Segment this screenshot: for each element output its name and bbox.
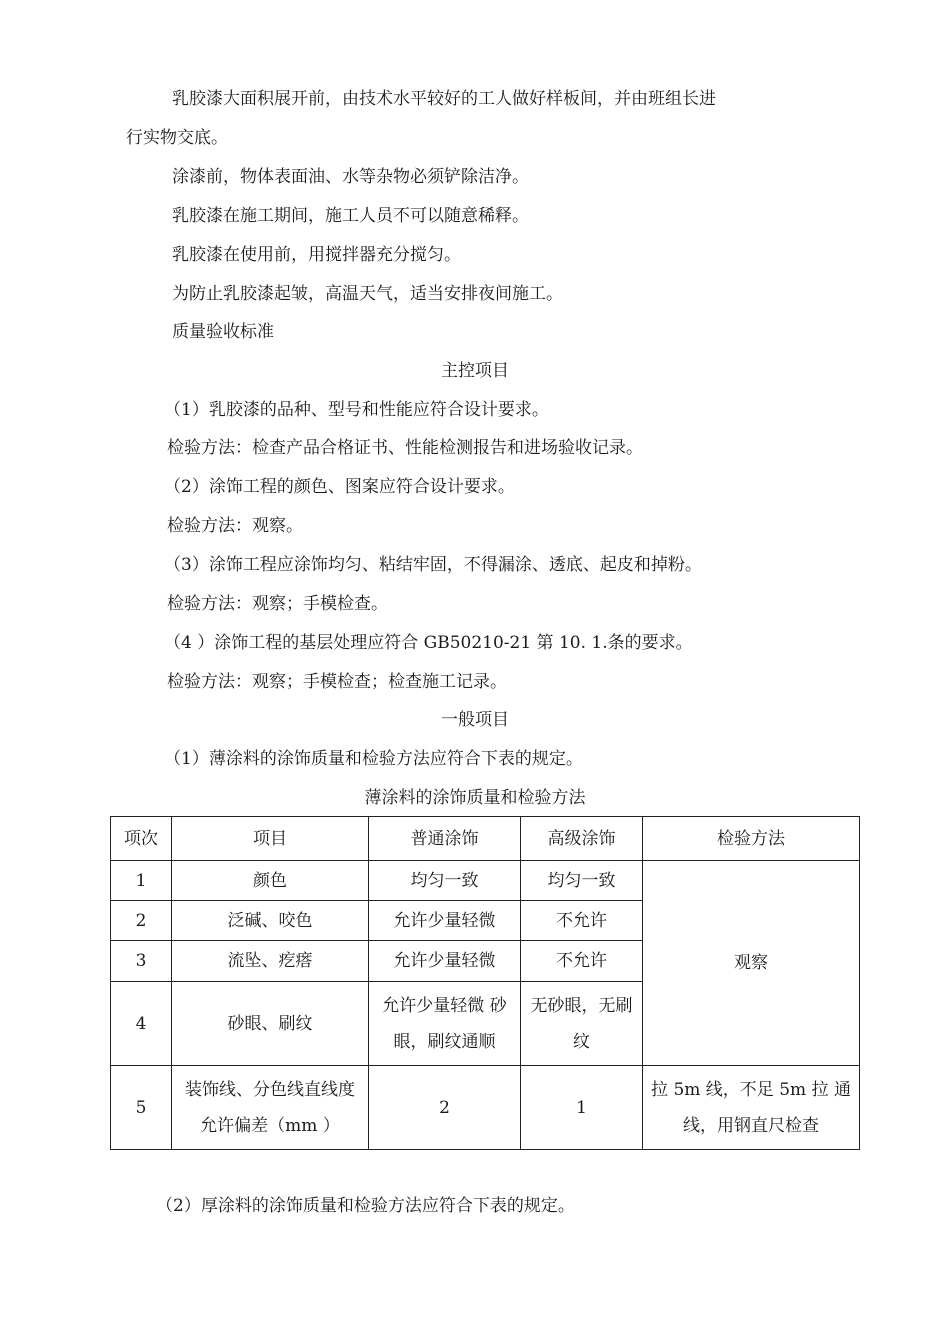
general-item-1: （1）薄涂料的涂饰质量和检验方法应符合下表的规定。 xyxy=(164,749,583,769)
table-cell: 砂眼、刷纹 xyxy=(172,982,369,1066)
table-cell: 不允许 xyxy=(521,901,643,941)
main-control-method-4: 检验方法：观察；手模检查；检查施工记录。 xyxy=(167,672,507,692)
main-control-method-3: 检验方法：观察；手模检查。 xyxy=(167,594,388,614)
table-cell: 3 xyxy=(111,941,172,982)
table-row xyxy=(111,1066,860,1150)
table-cell: 1 xyxy=(111,861,172,901)
header-cell: 检验方法 xyxy=(643,817,860,861)
table-cell: 装饰线、分色线直线度允许偏差（mm ） xyxy=(172,1066,369,1150)
paragraph-5: 为防止乳胶漆起皱，高温天气，适当安排夜间施工。 xyxy=(172,284,563,304)
table-cell: 泛碱、咬色 xyxy=(172,901,369,941)
general-heading: 一般项目 xyxy=(441,710,509,730)
main-control-item-2: （2）涂饰工程的颜色、图案应符合设计要求。 xyxy=(164,477,515,497)
general-item-2: （2）厚涂料的涂饰质量和检验方法应符合下表的规定。 xyxy=(156,1196,575,1216)
main-control-method-2: 检验方法：观察。 xyxy=(167,516,303,536)
table-cell: 均匀一致 xyxy=(521,861,643,901)
table-cell: 2 xyxy=(111,901,172,941)
table-cell: 5 xyxy=(111,1066,172,1150)
table-cell: 无砂眼，无刷纹 xyxy=(521,982,643,1066)
header-cell: 高级涂饰 xyxy=(521,817,643,861)
table-cell: 颜色 xyxy=(172,861,369,901)
main-control-item-4: （4 ）涂饰工程的基层处理应符合 GB50210-21 第 10. 1.条的要求。 xyxy=(164,633,693,653)
main-control-item-1: （1）乳胶漆的品种、型号和性能应符合设计要求。 xyxy=(164,400,549,420)
table-cell: 2 xyxy=(369,1066,521,1150)
table-cell: 不允许 xyxy=(521,941,643,982)
table-cell: 拉 5m 线，不足 5m 拉 通线，用钢直尺检查 xyxy=(643,1066,860,1150)
main-control-heading: 主控项目 xyxy=(441,361,509,381)
paragraph-2: 涂漆前，物体表面油、水等杂物必须铲除洁净。 xyxy=(172,167,529,187)
paragraph-6: 质量验收标准 xyxy=(172,322,274,342)
header-cell: 普通涂饰 xyxy=(369,817,521,861)
paragraph-1-line-2: 行实物交底。 xyxy=(126,128,228,148)
paragraph-3: 乳胶漆在施工期间，施工人员不可以随意稀释。 xyxy=(172,206,529,226)
table-header-row xyxy=(111,817,860,861)
table-cell: 4 xyxy=(111,982,172,1066)
header-cell: 项目 xyxy=(172,817,369,861)
main-control-item-3: （3）涂饰工程应涂饰均匀、粘结牢固，不得漏涂、透底、起皮和掉粉。 xyxy=(164,555,702,575)
table-cell: 流坠、疙瘩 xyxy=(172,941,369,982)
header-cell: 项次 xyxy=(111,817,172,861)
table-cell: 允许少量轻微 xyxy=(369,941,521,982)
paragraph-4: 乳胶漆在使用前，用搅拌器充分搅匀。 xyxy=(172,245,461,265)
table-row xyxy=(111,861,860,901)
merged-method-cell: 观察 xyxy=(643,861,860,1066)
table-cell: 1 xyxy=(521,1066,643,1150)
table-cell: 允许少量轻微 xyxy=(369,901,521,941)
main-control-method-1: 检验方法：检查产品合格证书、性能检测报告和进场验收记录。 xyxy=(167,438,643,458)
table-caption: 薄涂料的涂饰质量和检验方法 xyxy=(364,788,586,808)
paragraph-1-line-1: 乳胶漆大面积展开前，由技术水平较好的工人做好样板间，并由班组长进 xyxy=(172,89,716,109)
table-cell: 允许少量轻微 砂眼，刷纹通顺 xyxy=(369,982,521,1066)
thin-coating-quality-table xyxy=(110,816,860,1150)
table-cell: 均匀一致 xyxy=(369,861,521,901)
